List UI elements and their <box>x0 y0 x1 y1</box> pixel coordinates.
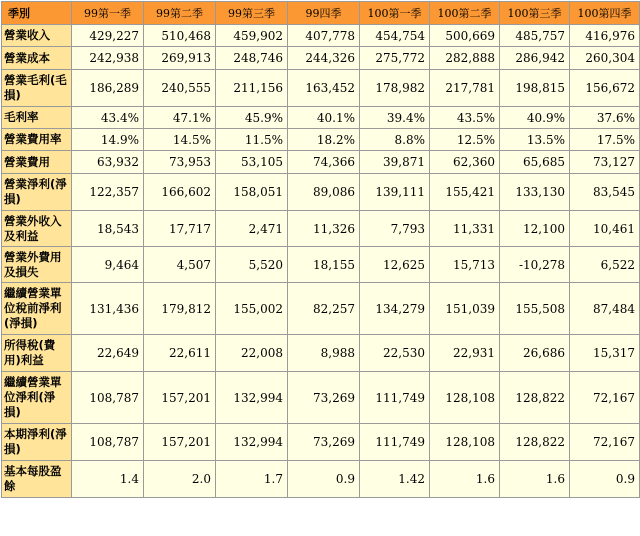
table-row <box>2 283 640 335</box>
header-row <box>2 2 640 25</box>
table-cell: 9,464 <box>72 247 144 283</box>
corner-cell: 季別 <box>2 2 72 25</box>
column-header: 100第三季 <box>500 2 570 25</box>
table-cell: 2,471 <box>216 211 288 247</box>
table-cell: 156,672 <box>570 70 640 107</box>
table-cell: 82,257 <box>288 283 360 335</box>
table-cell: 17,717 <box>144 211 216 247</box>
table-cell: 8.8% <box>360 129 430 151</box>
table-cell: 22,611 <box>144 335 216 372</box>
table-cell: 73,127 <box>570 151 640 174</box>
table-cell: 14.9% <box>72 129 144 151</box>
table-row <box>2 25 640 47</box>
table-cell: 22,530 <box>360 335 430 372</box>
table-cell: 63,932 <box>72 151 144 174</box>
table-row <box>2 335 640 372</box>
table-cell: 12,625 <box>360 247 430 283</box>
table-cell: 155,421 <box>430 174 500 211</box>
table-cell: 8,988 <box>288 335 360 372</box>
table-cell: 6,522 <box>570 247 640 283</box>
table-cell: 407,778 <box>288 25 360 47</box>
row-label: 繼續營業單位稅前淨利(淨損) <box>2 283 72 335</box>
row-label: 繼續營業單位淨利(淨損) <box>2 372 72 424</box>
table-cell: 248,746 <box>216 47 288 70</box>
row-label: 毛利率 <box>2 107 72 129</box>
column-header: 99第一季 <box>72 2 144 25</box>
table-cell: 43.4% <box>72 107 144 129</box>
table-cell: 133,130 <box>500 174 570 211</box>
table-row <box>2 174 640 211</box>
table-cell: 43.5% <box>430 107 500 129</box>
table-cell: 242,938 <box>72 47 144 70</box>
table-cell: 10,461 <box>570 211 640 247</box>
table-cell: 72,167 <box>570 424 640 461</box>
table-cell: 178,982 <box>360 70 430 107</box>
table-cell: 244,326 <box>288 47 360 70</box>
table-cell: 0.9 <box>570 461 640 498</box>
table-cell: 5,520 <box>216 247 288 283</box>
table-cell: 108,787 <box>72 424 144 461</box>
table-row <box>2 211 640 247</box>
row-label: 營業外收入及利益 <box>2 211 72 247</box>
table-cell: 158,051 <box>216 174 288 211</box>
table-cell: 13.5% <box>500 129 570 151</box>
table-cell: 131,436 <box>72 283 144 335</box>
table-cell: 47.1% <box>144 107 216 129</box>
table-cell: 11,331 <box>430 211 500 247</box>
table-cell: 429,227 <box>72 25 144 47</box>
table-cell: 73,269 <box>288 372 360 424</box>
table-cell: 269,913 <box>144 47 216 70</box>
table-cell: 11,326 <box>288 211 360 247</box>
table-cell: 39.4% <box>360 107 430 129</box>
table-cell: 0.9 <box>288 461 360 498</box>
table-cell: 454,754 <box>360 25 430 47</box>
table-cell: 240,555 <box>144 70 216 107</box>
table-cell: 198,815 <box>500 70 570 107</box>
row-label: 營業成本 <box>2 47 72 70</box>
table-cell: 132,994 <box>216 372 288 424</box>
table-cell: 211,156 <box>216 70 288 107</box>
financial-table <box>1 1 640 498</box>
table-cell: 1.7 <box>216 461 288 498</box>
table-row <box>2 461 640 498</box>
table-cell: 87,484 <box>570 283 640 335</box>
table-cell: 7,793 <box>360 211 430 247</box>
row-label: 營業外費用及損失 <box>2 247 72 283</box>
table-cell: 510,468 <box>144 25 216 47</box>
table-cell: 111,749 <box>360 424 430 461</box>
table-cell: 217,781 <box>430 70 500 107</box>
column-header: 99第二季 <box>144 2 216 25</box>
table-row <box>2 70 640 107</box>
table-cell: 14.5% <box>144 129 216 151</box>
table-cell: 72,167 <box>570 372 640 424</box>
table-cell: 62,360 <box>430 151 500 174</box>
table-row <box>2 372 640 424</box>
table-cell: 500,669 <box>430 25 500 47</box>
table-cell: 40.1% <box>288 107 360 129</box>
table-cell: 1.42 <box>360 461 430 498</box>
table-cell: 134,279 <box>360 283 430 335</box>
table-row <box>2 107 640 129</box>
table-cell: 40.9% <box>500 107 570 129</box>
table-cell: 39,871 <box>360 151 430 174</box>
table-cell: 139,111 <box>360 174 430 211</box>
table-row <box>2 424 640 461</box>
table-cell: -10,278 <box>500 247 570 283</box>
table-cell: 73,953 <box>144 151 216 174</box>
table-cell: 128,108 <box>430 424 500 461</box>
column-header: 99第三季 <box>216 2 288 25</box>
table-cell: 163,452 <box>288 70 360 107</box>
table-cell: 17.5% <box>570 129 640 151</box>
table-cell: 89,086 <box>288 174 360 211</box>
row-label: 基本每股盈餘 <box>2 461 72 498</box>
row-label: 所得稅(費用)利益 <box>2 335 72 372</box>
row-label: 本期淨利(淨損) <box>2 424 72 461</box>
table-cell: 416,976 <box>570 25 640 47</box>
table-cell: 2.0 <box>144 461 216 498</box>
table-row <box>2 247 640 283</box>
table-cell: 186,289 <box>72 70 144 107</box>
table-cell: 179,812 <box>144 283 216 335</box>
table-cell: 18.2% <box>288 129 360 151</box>
table-cell: 260,304 <box>570 47 640 70</box>
table-cell: 1.6 <box>500 461 570 498</box>
table-cell: 151,039 <box>430 283 500 335</box>
table-cell: 12.5% <box>430 129 500 151</box>
table-cell: 155,508 <box>500 283 570 335</box>
table-cell: 18,543 <box>72 211 144 247</box>
table-cell: 459,902 <box>216 25 288 47</box>
table-cell: 4,507 <box>144 247 216 283</box>
table-cell: 1.6 <box>430 461 500 498</box>
table-cell: 45.9% <box>216 107 288 129</box>
table-cell: 15,317 <box>570 335 640 372</box>
table-cell: 157,201 <box>144 424 216 461</box>
table-cell: 22,649 <box>72 335 144 372</box>
table-row <box>2 151 640 174</box>
table-cell: 111,749 <box>360 372 430 424</box>
row-label: 營業費用率 <box>2 129 72 151</box>
table-cell: 128,822 <box>500 372 570 424</box>
table-cell: 282,888 <box>430 47 500 70</box>
column-header: 100第四季 <box>570 2 640 25</box>
table-cell: 22,008 <box>216 335 288 372</box>
table-cell: 53,105 <box>216 151 288 174</box>
table-cell: 286,942 <box>500 47 570 70</box>
column-header: 100第一季 <box>360 2 430 25</box>
table-cell: 485,757 <box>500 25 570 47</box>
table-cell: 1.4 <box>72 461 144 498</box>
table-cell: 74,366 <box>288 151 360 174</box>
table-cell: 155,002 <box>216 283 288 335</box>
column-header: 99四季 <box>288 2 360 25</box>
table-cell: 275,772 <box>360 47 430 70</box>
row-label: 營業費用 <box>2 151 72 174</box>
table-cell: 73,269 <box>288 424 360 461</box>
column-header: 100第二季 <box>430 2 500 25</box>
table-cell: 22,931 <box>430 335 500 372</box>
table-cell: 122,357 <box>72 174 144 211</box>
table-cell: 128,108 <box>430 372 500 424</box>
table-cell: 12,100 <box>500 211 570 247</box>
table-cell: 15,713 <box>430 247 500 283</box>
table-row <box>2 47 640 70</box>
table-cell: 11.5% <box>216 129 288 151</box>
table-cell: 132,994 <box>216 424 288 461</box>
row-label: 營業毛利(毛損) <box>2 70 72 107</box>
table-cell: 128,822 <box>500 424 570 461</box>
table-row <box>2 129 640 151</box>
row-label: 營業淨利(淨損) <box>2 174 72 211</box>
table-cell: 83,545 <box>570 174 640 211</box>
table-cell: 65,685 <box>500 151 570 174</box>
row-label: 營業收入 <box>2 25 72 47</box>
table-cell: 166,602 <box>144 174 216 211</box>
table-cell: 157,201 <box>144 372 216 424</box>
table-cell: 37.6% <box>570 107 640 129</box>
table-cell: 26,686 <box>500 335 570 372</box>
table-cell: 108,787 <box>72 372 144 424</box>
table-cell: 18,155 <box>288 247 360 283</box>
